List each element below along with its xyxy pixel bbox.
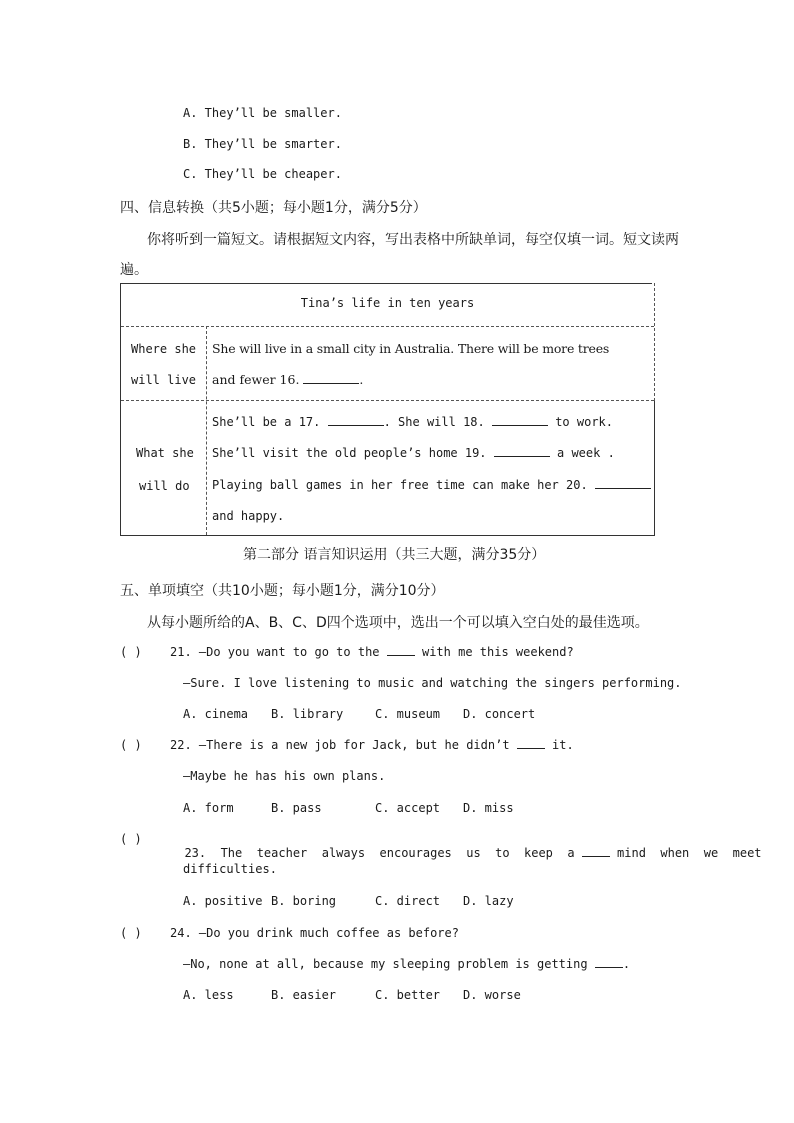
- section4-instruction-line2: 遍。: [120, 262, 148, 278]
- row2-line1-b: . She will 18.: [383, 415, 492, 429]
- question-22-stem: [170, 738, 574, 752]
- option-b: B. They’ll be smarter.: [183, 137, 342, 151]
- question-blank: [387, 646, 415, 656]
- question-23-line2: difficulties.: [183, 862, 277, 876]
- question-21-stem: [170, 645, 574, 659]
- question-blank: [582, 847, 610, 857]
- q22-option-a[interactable]: A. form: [183, 801, 234, 815]
- q22-option-d[interactable]: D. miss: [463, 801, 514, 815]
- table-divider: [121, 326, 654, 327]
- row1-text-line2: [212, 372, 363, 387]
- question-24-stem: 24. —Do you drink much coffee as before?: [170, 926, 459, 940]
- row1-label-line1: Where she: [131, 342, 197, 356]
- question-21-response: —Sure. I love listening to music and watching the singers performing.: [183, 676, 682, 690]
- q22-stem-pre: 22. —There is a new job for Jack, but he didn’t: [170, 738, 517, 752]
- row1-label-line2: will live: [131, 373, 197, 387]
- table-divider: [121, 400, 654, 401]
- row2-label-line2: will do: [139, 479, 190, 493]
- q23-option-d[interactable]: D. lazy: [463, 894, 514, 908]
- section4-heading: 四、信息转换（共5小题；每小题1分，满分5分）: [120, 200, 427, 216]
- answer-blank-19[interactable]: [494, 447, 550, 457]
- answer-paren[interactable]: ( ): [120, 926, 142, 940]
- row2-text-line3: [212, 478, 651, 492]
- row1-text-line1: She will live in a small city in Australia. There will be more trees: [212, 341, 610, 356]
- answer-blank-16[interactable]: [303, 374, 359, 384]
- q22-stem-post: it.: [544, 738, 574, 752]
- q21-option-a[interactable]: A. cinema: [183, 707, 249, 721]
- answer-paren[interactable]: ( ): [120, 738, 142, 752]
- section4-instruction-line1: 你将听到一篇短文。请根据短文内容，写出表格中所缺单词，每空仅填一词。短文读两: [147, 232, 679, 248]
- row2-line1-c: to work.: [547, 415, 613, 429]
- question-22-response: —Maybe he has his own plans.: [183, 769, 386, 783]
- q24-option-d[interactable]: D. worse: [463, 988, 521, 1002]
- row2-text-line1: [212, 415, 613, 429]
- option-c: C. They’ll be cheaper.: [183, 167, 342, 181]
- q21-option-d[interactable]: D. concert: [463, 707, 536, 721]
- row1-line2-end: .: [359, 372, 364, 387]
- answer-blank-18[interactable]: [492, 416, 548, 426]
- row2-line2-b: a week .: [549, 446, 615, 460]
- q24-option-b[interactable]: B. easier: [271, 988, 337, 1002]
- question-23-stem: [170, 832, 762, 860]
- q23-stem-post: mind when we meet: [609, 846, 762, 860]
- q21-stem-post: with me this weekend?: [414, 645, 574, 659]
- q24-option-a[interactable]: A. less: [183, 988, 234, 1002]
- q21-option-b[interactable]: B. library: [271, 707, 344, 721]
- question-blank: [595, 958, 623, 968]
- option-a: A. They’ll be smaller.: [183, 106, 342, 120]
- question-24-response: [183, 957, 630, 971]
- row2-text-line4: and happy.: [212, 509, 285, 523]
- answer-paren[interactable]: ( ): [120, 832, 142, 846]
- q22-option-c[interactable]: C. accept: [375, 801, 441, 815]
- q23-stem-pre: 23. The teacher always encourages us to keep a: [184, 846, 582, 860]
- info-table: [120, 283, 655, 536]
- q24-option-c[interactable]: C. better: [375, 988, 441, 1002]
- q21-stem-pre: 21. —Do you want to go to the: [170, 645, 387, 659]
- answer-blank-20[interactable]: [595, 479, 651, 489]
- row2-line1-a: She’ll be a 17.: [212, 415, 328, 429]
- q23-option-b[interactable]: B. boring: [271, 894, 337, 908]
- q24-line2-pre: —No, none at all, because my sleeping problem is getting: [183, 957, 595, 971]
- row1-line2-text: and fewer 16.: [212, 372, 304, 387]
- row2-text-line2: [212, 446, 615, 460]
- q22-option-b[interactable]: B. pass: [271, 801, 322, 815]
- row2-line2-a: She’ll visit the old people’s home 19.: [212, 446, 494, 460]
- q21-option-c[interactable]: C. museum: [375, 707, 441, 721]
- section5-instruction: 从每小题所给的A、B、C、D四个选项中，选出一个可以填入空白处的最佳选项。: [147, 615, 649, 631]
- table-title: Tina’s life in ten years: [300, 296, 475, 310]
- row2-label-line1: What she: [136, 446, 194, 460]
- question-blank: [517, 739, 545, 749]
- table-column-divider: [206, 326, 207, 535]
- answer-paren[interactable]: ( ): [120, 645, 142, 659]
- section5-heading: 五、单项填空（共10小题；每小题1分，满分10分）: [120, 583, 445, 599]
- q24-line2-post: .: [622, 957, 631, 971]
- answer-blank-17[interactable]: [328, 416, 384, 426]
- q23-option-a[interactable]: A. positive: [183, 894, 263, 908]
- part2-heading: 第二部分 语言知识运用（共三大题，满分35分）: [243, 547, 546, 563]
- row2-line3-a: Playing ball games in her free time can make her 20.: [212, 478, 595, 492]
- q23-option-c[interactable]: C. direct: [375, 894, 441, 908]
